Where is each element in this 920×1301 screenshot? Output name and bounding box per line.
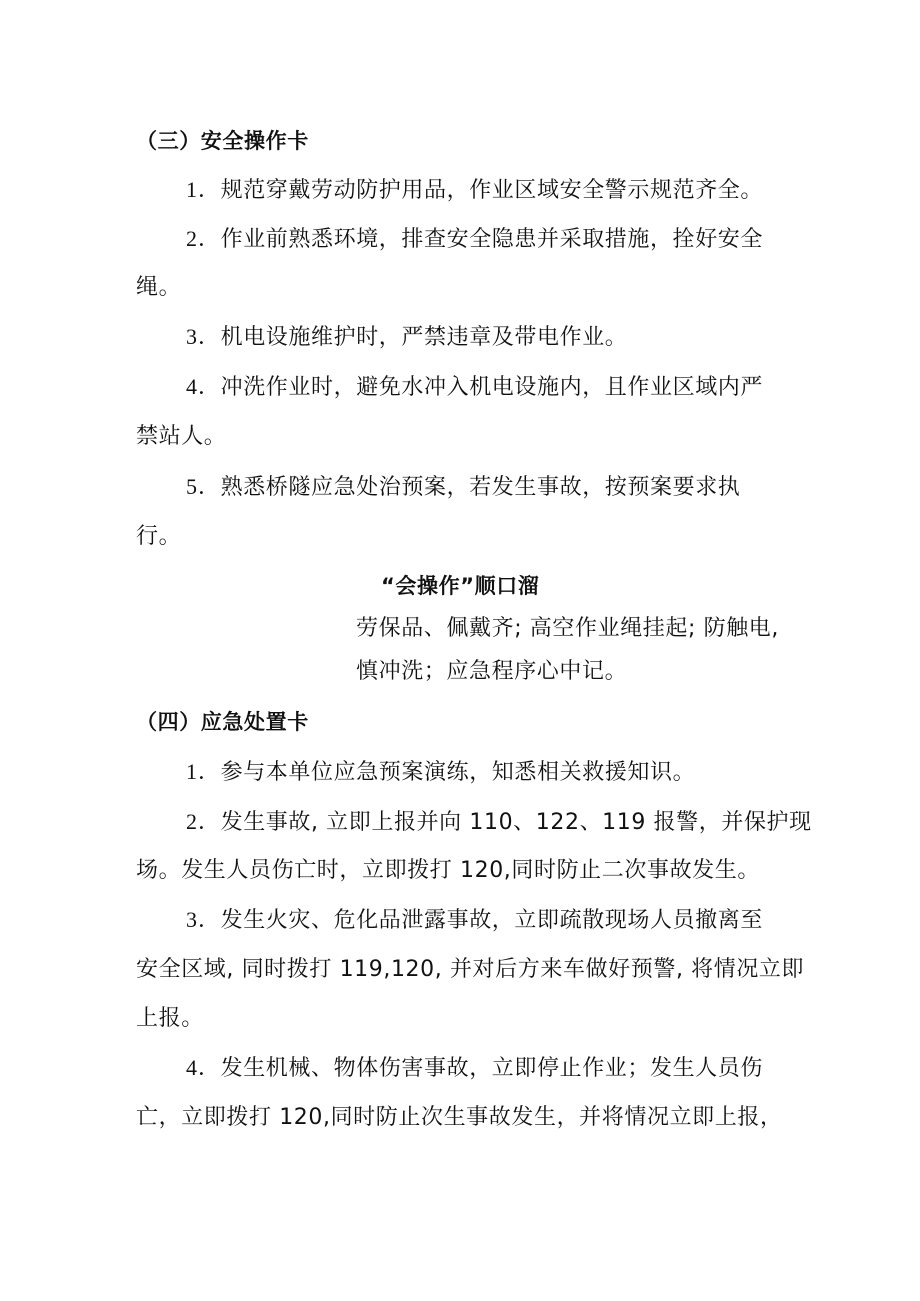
list-item [186, 905, 763, 936]
item-text-continuation: 亡，立即拨打 120,同时防止次生事故发生，并将情况立即上报， [136, 1105, 783, 1130]
list-item [186, 757, 695, 788]
item-text: ．熟悉桥隧应急处治预案，若发生事故，按预案要求执 [198, 475, 741, 500]
item-text-continuation: 禁站人。 [136, 424, 227, 449]
item-text: ．作业前熟悉环境，排查安全隐患并采取措施，拴好安全 [198, 227, 764, 252]
section-heading: （三）安全操作卡 [136, 129, 309, 153]
item-number: 1 [186, 177, 198, 202]
list-item [186, 175, 763, 206]
rhyme-title: “会操作”顺口溜 [381, 574, 540, 598]
item-text: ．发生事故, 立即上报并向 110、122、119 报警，并保护现 [198, 810, 812, 835]
item-text: ．冲洗作业时，避免水冲入机电设施内，且作业区域内严 [198, 375, 764, 400]
item-number: 2 [186, 809, 198, 834]
item-text: ．参与本单位应急预案演练，知悉相关救援知识。 [198, 760, 696, 785]
list-item [186, 224, 763, 255]
item-text: ．机电设施维护时，严禁违章及带电作业。 [198, 325, 628, 350]
item-number: 2 [186, 226, 198, 251]
item-text-continuation: 安全区域, 同时拨打 119,120, 并对后方来车做好预警, 将情况立即 [136, 957, 805, 982]
item-text: ．发生机械、物体伤害事故，立即停止作业；发生人员伤 [198, 1056, 764, 1081]
item-text: ．发生火灾、危化品泄露事故，立即疏散现场人员撤离至 [198, 908, 764, 933]
rhyme-line: 慎冲洗；应急程序心中记。 [356, 659, 628, 684]
item-text: ．规范穿戴劳动防护用品，作业区域安全警示规范齐全。 [198, 178, 764, 203]
item-number: 3 [186, 324, 198, 349]
list-item [186, 372, 763, 403]
list-item [186, 472, 740, 503]
list-item [186, 322, 627, 353]
item-number: 3 [186, 907, 198, 932]
item-text-continuation: 场。发生人员伤亡时，立即拨打 120,同时防止二次事故发生。 [136, 858, 760, 883]
item-number: 1 [186, 759, 198, 784]
rhyme-line: 劳保品、佩戴齐; 高空作业绳挂起; 防触电, [356, 616, 780, 641]
item-number: 4 [186, 1055, 198, 1080]
section-heading: （四）应急处置卡 [136, 710, 309, 734]
item-text-continuation: 上报。 [136, 1006, 204, 1031]
item-text-continuation: 绳。 [136, 275, 182, 300]
list-item [186, 807, 812, 838]
item-number: 4 [186, 374, 198, 399]
list-item [186, 1053, 763, 1084]
item-text-continuation: 行。 [136, 524, 182, 549]
item-number: 5 [186, 474, 198, 499]
